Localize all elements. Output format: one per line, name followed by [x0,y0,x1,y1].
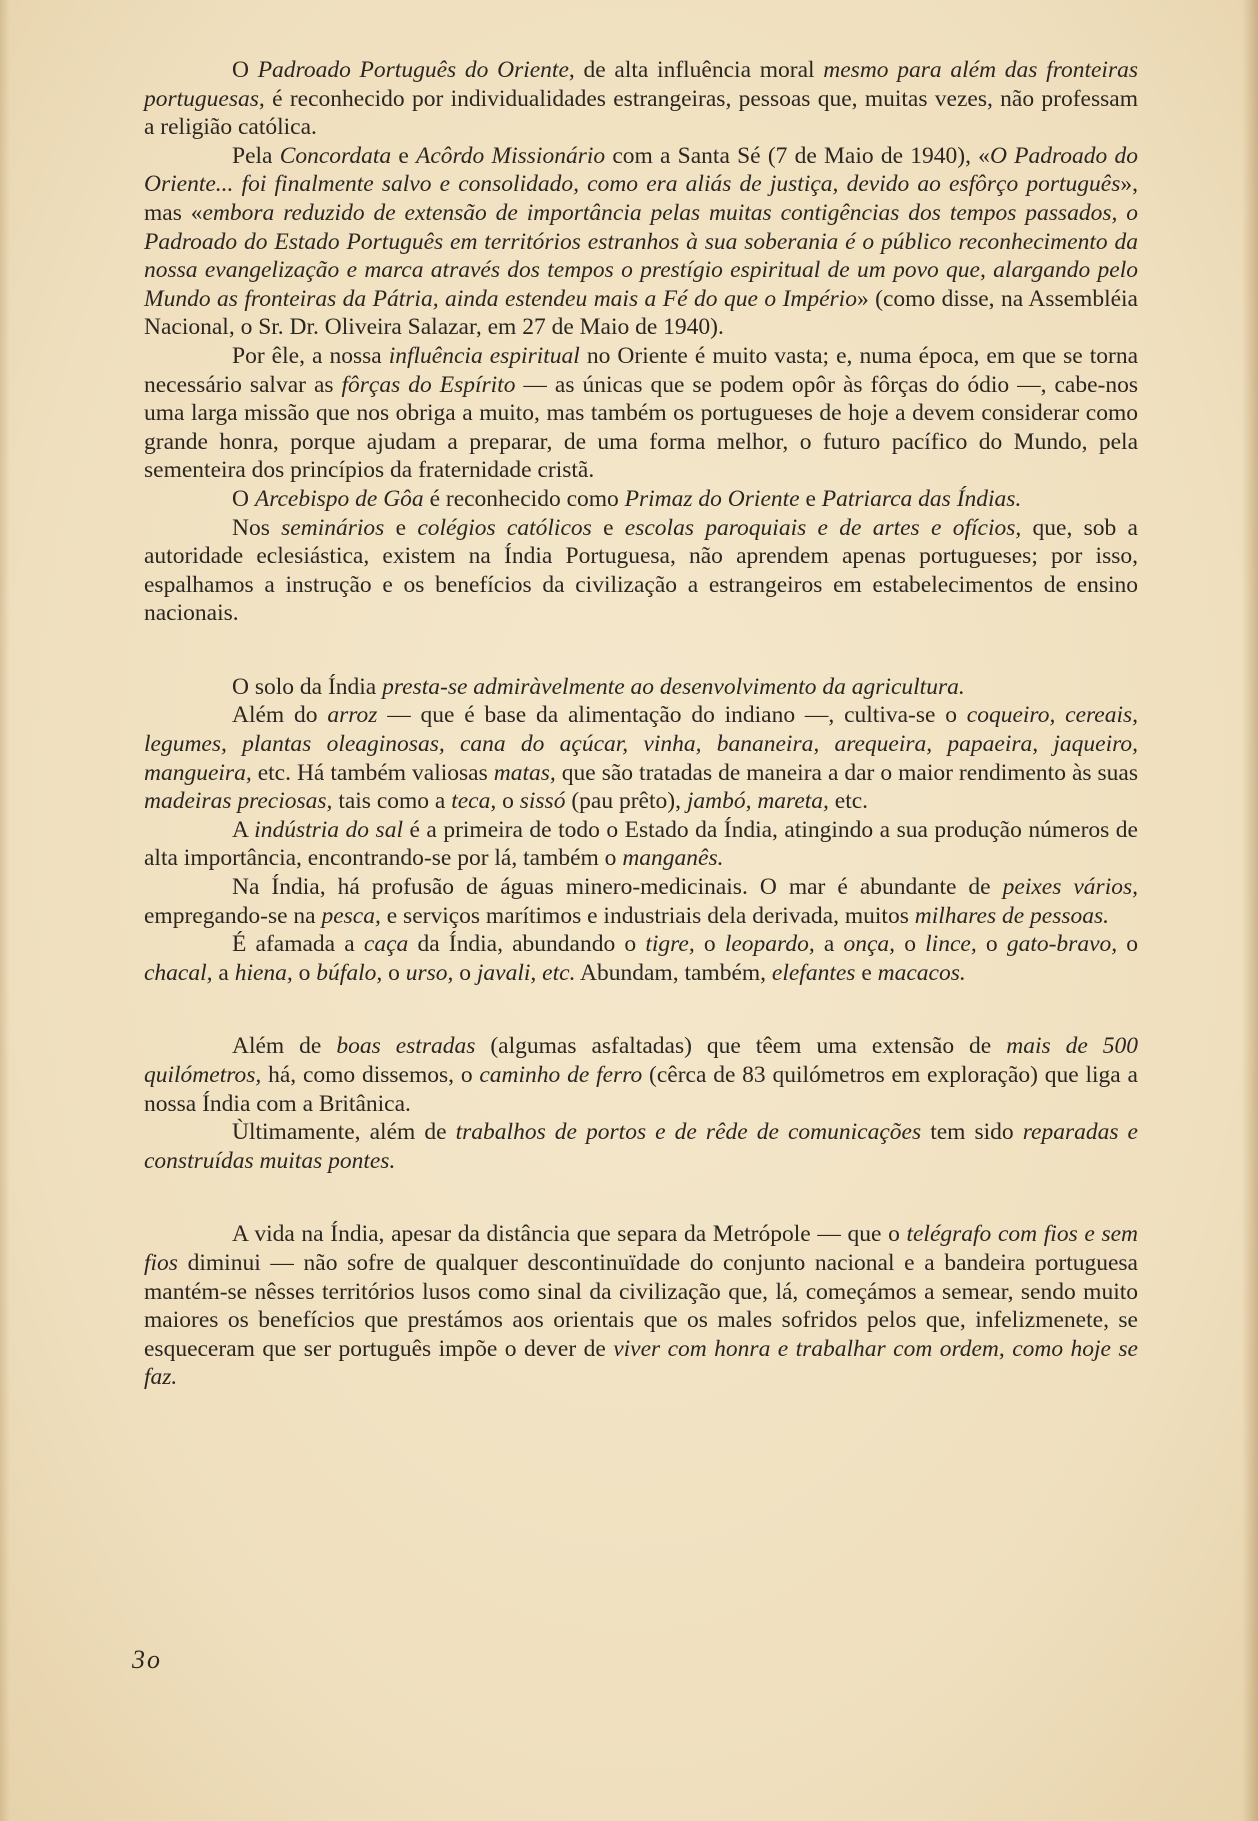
paragraph [144,930,1138,987]
italic-run: onça, [843,931,896,958]
italic-run: caça [363,931,409,958]
italic-run: presta-se admiràvelmente ao desenvolvimento da agricultura. [382,673,965,700]
paragraph [144,873,1138,930]
italic-run: O Padroado do Oriente... foi finalmente salvo e consolidado, como era aliás de justiça, devido ao esfôrço português [144,142,1138,198]
italic-run: caminho de ferro [479,1062,643,1088]
paragraph [144,142,1138,342]
text-run: o [694,931,725,958]
paragraph [144,816,1138,873]
italic-run: manganês. [622,845,724,872]
text-run: é a primeira de todo o Estado da Índia, atingindo a sua produção números de alta importância, encontrando-se por lá, também o [144,816,1138,872]
text-run: de alta influência moral [574,57,824,83]
italic-run: gato-bravo, [1006,931,1118,958]
page-edge-right [1242,0,1258,1821]
text-run: Abundam, também, [575,959,772,986]
italic-run: sissó [519,788,566,815]
italic-run: urso, [405,959,454,986]
italic-run: elefantes [771,959,856,986]
text-run: Pela [232,142,280,169]
text-run: Nos [232,514,282,541]
paragraph [144,514,1138,628]
paragraph [144,673,1138,702]
text-run: etc. [828,788,869,815]
text-run: (pau prêto), [565,788,687,815]
italic-run: embora reduzido de extensão de importância pelas muitas contigências dos tempos passados, o Padroado do Estado Português em territórios estranhos à sua soberania é o público reconhecimento da nossa evangelização e marca através dos tempos o prestígio espiritual de um povo que, alargando pelo Mundo as fronteiras da Pátria, ainda estendeu mais a Fé do que o Império [144,199,1138,312]
italic-run: búfalo, [316,959,383,986]
text-run: Além de [232,1033,337,1060]
text-run: há, como dissemos, o [261,1062,480,1088]
italic-run: macacos. [877,959,966,986]
italic-run: telégrafo com fios e sem fios [144,1221,1138,1276]
italic-run: influência espiritual [388,342,580,369]
italic-run: reparadas e construídas muitas pontes. [144,1119,1138,1174]
text-run: é reconhecido como [423,485,625,512]
text-run: e [855,959,878,986]
italic-run: viver com honra e trabalhar com ordem, como hoje se faz. [144,1335,1138,1391]
text-run: e [384,514,418,541]
text-run: Na Índia, há profusão de águas minero-medicinais. O mar é abundante de [232,874,1003,901]
body-text [144,56,1138,1392]
text-run: (cêrca de 83 quilómetros em exploração) que liga a nossa Índia com a Britânica. [144,1062,1138,1117]
text-run: É afamada a [232,931,364,958]
text-run: e [391,142,416,169]
text-run: Ùltimamente, além de [232,1119,456,1146]
paragraph [144,342,1138,485]
italic-run: pesca, [321,902,381,929]
italic-run: javali, etc. [476,959,576,986]
text-run: empregando-se na [144,902,322,929]
page-edge-left [0,0,10,1821]
italic-run: coqueiro, cereais, legumes, plantas oleaginosas, cana do açúcar, vinha, bananeira, arequeira, papaeira, jaqueiro, mangueira, [144,702,1138,786]
italic-run: fôrças do Espírito [341,371,516,398]
section-gap [144,628,1138,673]
text-run: e [591,514,625,541]
text-run: — que é base da alimentação do indiano —, cultiva-se o [377,702,967,729]
italic-run: chacal, [144,959,213,986]
text-run: (algumas asfaltadas) que têem uma extensão de [475,1033,1007,1060]
paragraph [144,1032,1138,1118]
italic-run: milhares de pessoas. [914,902,1110,929]
text-run: que, sob a autoridade eclesiástica, existem na Índia Portuguesa, não aprendem apenas portugueses; por isso, espalhamos a instrução e os benefícios da civilização a estrangeiros em estabelecimentos de ensino nacionais. [144,514,1138,627]
text-run: que são tratadas de maneira a dar o maior rendimento às suas [555,759,1138,786]
text-run: tais como a [332,788,452,815]
paragraph [144,1220,1138,1392]
paragraph [144,1118,1138,1175]
text-run: o [453,959,477,986]
italic-run: lince, [925,931,977,958]
italic-run: tigre, [645,931,695,958]
italic-run: peixes vários, [1002,874,1138,901]
text-run: — as únicas que se podem opôr às fôrças do ódio —, cabe-nos uma larga missão que nos obriga a muito, mas também os portugueses de hoje a devem considerar como grande honra, porque ajudam a preparar, de uma forma melhor, o futuro pacífico do Mundo, pela sementeira dos princípios da fraternidade cristã. [144,371,1138,484]
text-run: da Índia, abundando o [408,931,646,958]
text-run: diminui — não sofre de qualquer descontinuïdade do conjunto nacional e a bandeira portuguesa mantém-se nêsses territórios lusos como sinal da civilização que, lá, começámos a semear, sendo muito maiores os benefícios que prestámos aos orientais que os males sofridos pelos que, infelizmenete, se esqueceram que ser português impõe o dever de [144,1249,1138,1362]
italic-run: leopardo, [724,931,815,958]
text-run: no Oriente é muito vasta; e, numa época, em que se torna necessário salvar as [144,342,1138,398]
text-run: o [292,959,317,986]
text-run: », mas « [144,171,1138,226]
paragraph [144,485,1138,514]
italic-run: colégios católicos [417,514,592,541]
text-run: o [1117,931,1139,958]
italic-run: arroz [327,702,378,729]
text-run: o [382,959,406,986]
text-run: O [232,57,258,83]
italic-run: Primaz do Oriente [624,485,800,512]
italic-run: Acôrdo Missionário [415,142,606,169]
text-run: etc. Há também valiosas [251,759,494,786]
page-number: 3o [132,1645,162,1674]
italic-run: Arcebispo de Gôa [254,485,424,512]
text-run: Além do [232,702,328,729]
paragraph [144,56,1138,142]
italic-run: Concordata [279,142,392,169]
text-run: é reconhecido por individualidades estrangeiras, pessoas que, muitas vezes, não professam a religião católica. [144,85,1138,141]
text-run: O [232,485,255,512]
text-run: o [976,931,1007,958]
text-run: A [232,816,255,843]
italic-run: indústria do sal [254,816,403,843]
italic-run: boas estradas [336,1033,476,1060]
italic-run: jambó, mareta, [686,788,829,815]
text-run: a [212,959,235,986]
text-run: o [496,788,520,815]
italic-run: escolas paroquiais e de artes e ofícios, [624,514,1022,541]
text-run: Por êle, a nossa [232,342,389,369]
text-run: o [895,931,926,958]
section-gap [144,1175,1138,1220]
text-run: A vida na Índia, apesar da distância que separa da Metrópole — que o [232,1221,907,1248]
text-run: tem sido [921,1119,1023,1146]
italic-run: madeiras preciosas, [144,788,333,815]
text-run: e serviços marítimos e industriais dela derivada, muitos [380,902,915,929]
italic-run: trabalhos de portos e de rêde de comunicações [455,1119,922,1146]
italic-run: matas, [493,759,556,786]
section-gap [144,987,1138,1032]
italic-run: Patriarca das Índias. [821,485,1022,512]
text-run: » (como disse, na Assembléia Nacional, o Sr. Dr. Oliveira Salazar, em 27 de Maio de 1940). [144,285,1138,341]
text-run: com a Santa Sé (7 de Maio de 1940), « [605,142,990,169]
text-run: e [799,485,822,512]
italic-run: teca, [451,788,497,815]
text-run: a [814,931,844,958]
italic-run: seminários [281,514,385,541]
italic-run: mais de 500 quilómetros, [144,1033,1138,1088]
paragraph [144,701,1138,815]
italic-run: mesmo para além das fronteiras portuguesas, [144,57,1138,112]
text-run: O solo da Índia [232,673,383,700]
italic-run: hiena, [234,959,293,986]
italic-run: Padroado Português do Oriente, [257,57,575,83]
